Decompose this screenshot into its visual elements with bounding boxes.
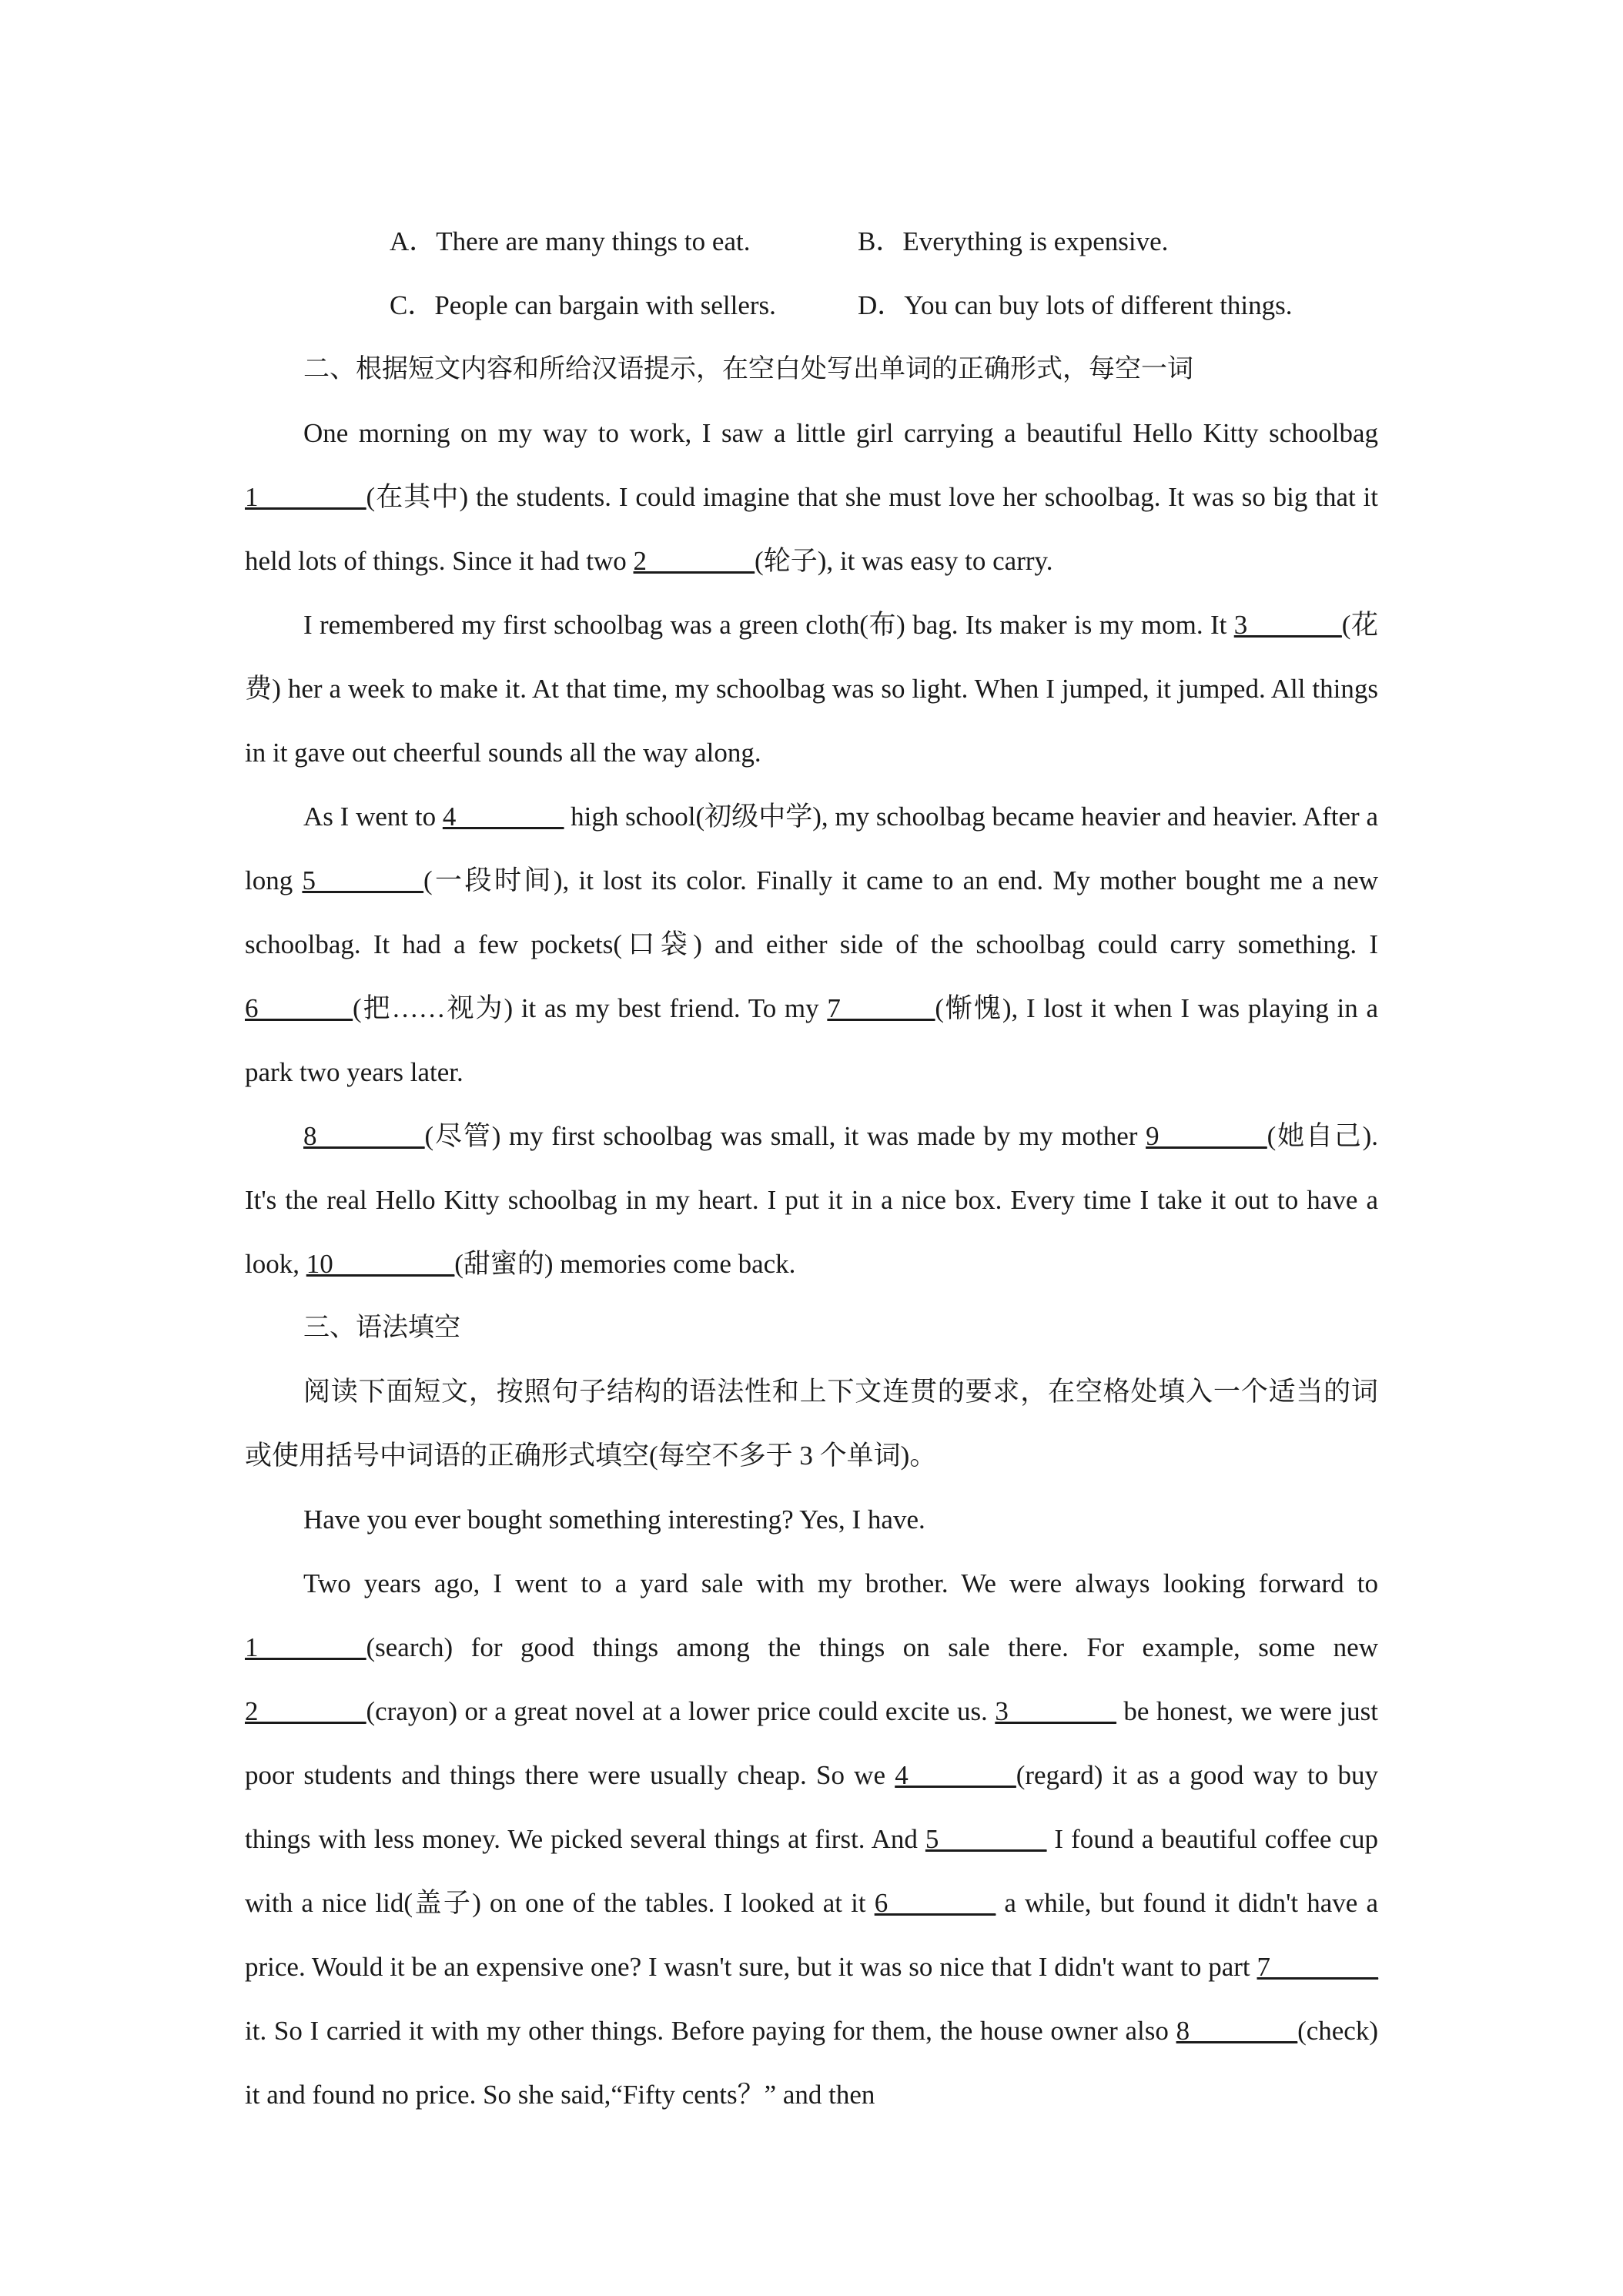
text-run: One morning on my way to work, I saw a little girl carrying a beautiful Hello Kitty schoolbag [303,418,1378,448]
text-run: (甜蜜的) memories come back. [454,1249,796,1279]
section-3-paragraph-1: Have you ever bought something interesting? Yes, I have. [303,1504,925,1535]
document-body [245,209,1378,2127]
text-run: (惭愧), I lost it when I was playing in a park two years later. [245,993,1379,1087]
blank-6: 6_______ [245,993,353,1023]
blank-4: 4________ [895,1760,1016,1790]
text-run: (花费) her a week to make it. At that time, my schoolbag was so light. When I jumped, it jumped. All things in it gave out cheerful sounds all the way along. [245,610,1379,768]
text-run: I found a beautiful coffee cup with a nice lid(盖子) on one of the tables. I looked at it [245,1824,1378,1918]
text-run: I remembered my first schoolbag was a green cloth(布) bag. Its maker is my mom. It [303,610,1234,640]
section-3-instructions: 阅读下面短文，按照句子结构的语法性和上下文连贯的要求，在空格处填入一个适当的词或使用括号中词语的正确形式填空(每空不多于 3 个单词)。 [245,1377,1378,1471]
text-run: (check) it and found no price. So she said,“Fifty cents？” and then [245,2016,1378,2110]
text-run: high school(初级中学), my schoolbag became heavier and heavier. After a long [245,802,1379,895]
section-2-paragraph-3 [245,785,1378,1104]
blank-9: 9________ [1146,1121,1267,1151]
blank-8: 8________ [1176,2016,1298,2046]
blank-8: 8________ [303,1121,425,1151]
section-2-paragraph-2 [245,593,1378,785]
text-run: (轮子), it was easy to carry. [755,546,1053,576]
section-2-paragraph-4 [245,1104,1378,1296]
text-run: it. So I carried it with my other things. Before paying for them, the house owner also [245,2016,1176,2046]
text-run: As I went to [303,802,443,832]
option-c: C．People can bargain with sellers. [390,290,776,320]
blank-5: 5________ [302,865,423,895]
section-2-heading: 二、根据短文内容和所给汉语提示，在空白处写出单词的正确形式，每空一词 [303,353,1193,384]
blank-3: 3________ [995,1696,1116,1726]
blank-4: 4________ [442,802,564,832]
text-run: (在其中) the students. I could imagine that she must love her schoolbag. It was so big that it held lots of things. Since it had two [245,482,1378,576]
text-run: (一段时间), it lost its color. Finally it came to an end. My mother bought me a new schoolbag. It had a few pockets(口袋) and either side of the schoolbag could carry something. I [245,865,1378,959]
section-2-paragraph-1 [245,401,1378,593]
options-row-2 [245,273,1378,337]
option-b: B．Everything is expensive. [858,226,1169,256]
text-run: (regard) it as a good way to buy things with less money. We picked several things at first. And [245,1760,1378,1854]
text-run: Two years ago, I went to a yard sale with my brother. We were always looking forward to [303,1568,1378,1598]
blank-10: 10_________ [306,1249,455,1279]
section-3-heading: 三、语法填空 [303,1312,460,1343]
text-run: a while, but found it didn't have a price. Would it be an expensive one? I wasn't sure, but it was so nice that I didn't want to part [245,1888,1378,1982]
text-run: (crayon) or a great novel at a lower price could excite us. [366,1696,996,1726]
blank-3: 3_______ [1233,610,1342,640]
text-run: (把……视为) it as my best friend. To my [353,993,828,1023]
options-row-1 [245,209,1378,273]
blank-1: 1________ [245,1632,366,1662]
text-run: be honest, we were just poor students and things there were usually cheap. So we [245,1696,1379,1790]
blank-7: 7_______ [827,993,935,1023]
blank-6: 6________ [874,1888,996,1918]
blank-1: 1________ [245,482,366,512]
text-run: (尽管) my first schoolbag was small, it was made by my mother [424,1121,1146,1151]
text-run: (search) for good things among the things on sale there. For example, some new [366,1632,1378,1662]
blank-2: 2________ [633,546,755,576]
blank-2: 2________ [245,1696,366,1726]
blank-5: 5________ [925,1824,1047,1854]
section-3-paragraph-2 [245,1551,1378,2127]
option-d: D．You can buy lots of different things. [858,290,1293,320]
option-a: A．There are many things to eat. [390,226,751,256]
text-run: (她自己). It's the real Hello Kitty schoolbag in my heart. I put it in a nice box. Every time I take it out to have a look, [245,1121,1379,1279]
blank-7: 7________ [1257,1952,1378,1982]
